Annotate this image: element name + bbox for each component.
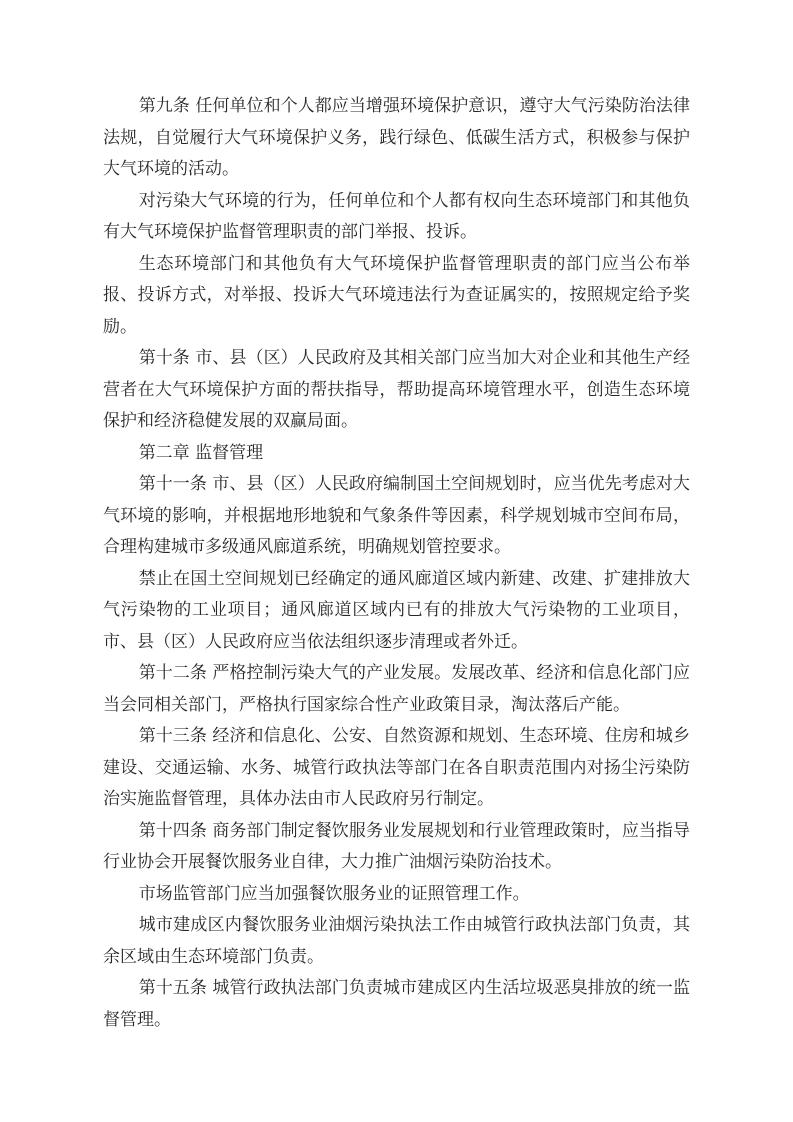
paragraph-article-11-clause-2: 禁止在国土空间规划已经确定的通风廊道区域内新建、改建、扩建排放大气污染物的工业项目；通风廊道区域内已有的排放大气污染物的工业项目，市、县（区）人民政府应当依法组织逐步清理或者外迁。 (103, 568, 690, 652)
paragraph-article-14-clause-2: 市场监管部门应当加强餐饮服务业的证照管理工作。 (138, 883, 530, 904)
paragraph-article-14-clause-3: 城市建成区内餐饮服务业油烟污染执法工作由城管行政执法部门负责，其余区域由生态环境部门负责。 (103, 915, 690, 967)
paragraph-article-11: 第十一条 市、县（区）人民政府编制国土空间规划时，应当优先考虑对大气环境的影响，并根据地形地貌和气象条件等因素，科学规划城市空间布局，合理构建城市多级通风廊道系统，明确规划管控要求。 (103, 474, 690, 557)
paragraph-article-15: 第十五条 城管行政执法部门负责城市建成区内生活垃圾恶臭排放的统一监督管理。 (103, 978, 690, 1030)
paragraph-article-9-clause-2: 对污染大气环境的行为，任何单位和个人都有权向生态环境部门和其他负有大气环境保护监督管理职责的部门举报、投诉。 (103, 190, 690, 242)
paragraph-article-10: 第十条 市、县（区）人民政府及其相关部门应当加大对企业和其他生产经营者在大气环境保护方面的帮扶指导，帮助提高环境管理水平，创造生态环境保护和经济稳健发展的双赢局面。 (103, 348, 690, 431)
paragraph-article-9-clause-3: 生态环境部门和其他负有大气环境保护监督管理职责的部门应当公布举报、投诉方式，对举报、投诉大气环境违法行为查证属实的，按照规定给予奖励。 (103, 253, 690, 337)
paragraph-article-9: 第九条 任何单位和个人都应当增强环境保护意识，遵守大气污染防治法律法规，自觉履行大气环境保护义务，践行绿色、低碳生活方式，积极参与保护大气环境的活动。 (103, 96, 690, 179)
paragraph-article-13: 第十三条 经济和信息化、公安、自然资源和规划、生态环境、住房和城乡建设、交通运输、水务、城管行政执法等部门在各自职责范围内对扬尘污染防治实施监督管理，具体办法由市人民政府另行制定。 (103, 726, 690, 809)
chapter-2-heading: 第二章 监督管理 (138, 442, 264, 463)
paragraph-article-12: 第十二条 严格控制污染大气的产业发展。发展改革、经济和信息化部门应当会同相关部门，严格执行国家综合性产业政策目录，淘汰落后产能。 (103, 663, 690, 715)
paragraph-article-14: 第十四条 商务部门制定餐饮服务业发展规划和行业管理政策时，应当指导行业协会开展餐饮服务业自律，大力推广油烟污染防治技术。 (103, 820, 690, 872)
document-body (103, 91, 690, 1036)
